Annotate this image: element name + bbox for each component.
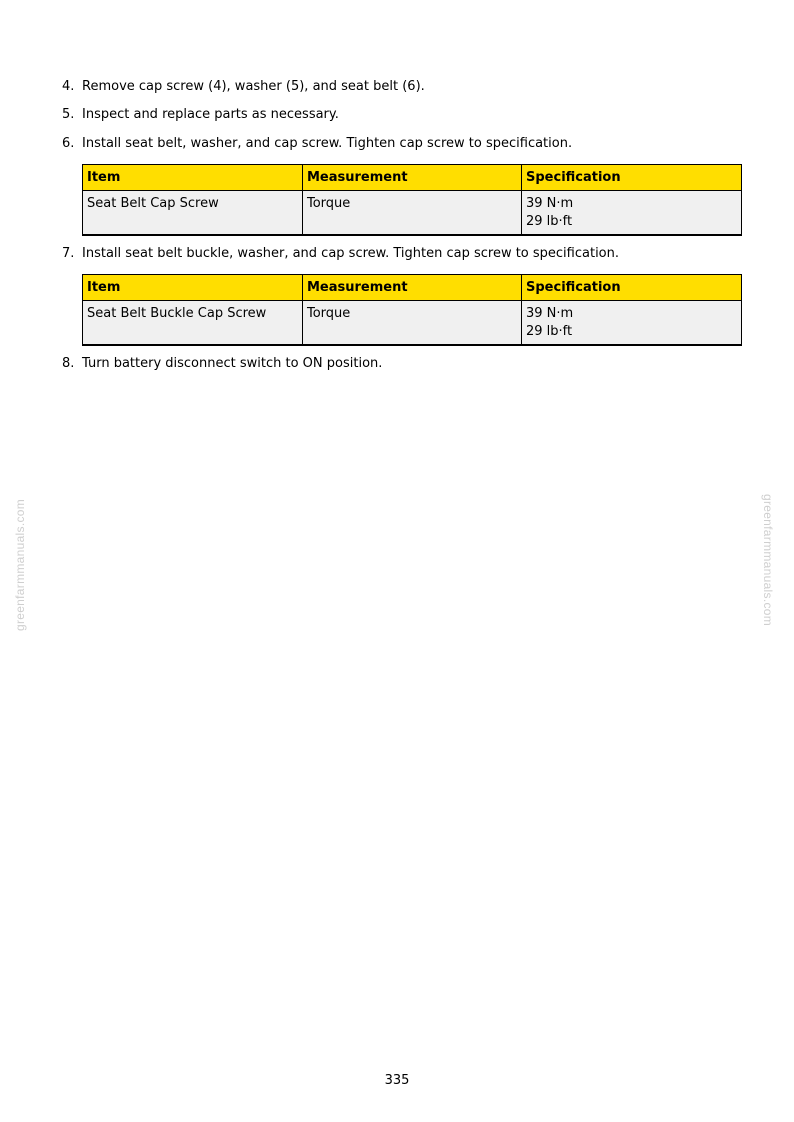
- step-number: 8.: [62, 356, 75, 371]
- header-item: Item: [83, 165, 303, 191]
- header-specification: Specification: [522, 165, 742, 191]
- cell-specification: [522, 191, 742, 236]
- page-number: 335: [384, 1073, 410, 1088]
- watermark-left: greenfarmmanuals.com: [13, 498, 27, 632]
- header-measurement: Measurement: [303, 165, 522, 191]
- table-header-row: [83, 275, 742, 301]
- step-8: [62, 355, 382, 373]
- step-number: 6.: [62, 136, 75, 151]
- spec-imperial: 29 lb·ft: [526, 214, 573, 229]
- spec-metric: 39 N·m: [526, 196, 574, 211]
- step-number: 7.: [62, 246, 75, 261]
- cell-measurement: Torque: [303, 301, 522, 346]
- cell-item: Seat Belt Buckle Cap Screw: [83, 301, 303, 346]
- cell-specification: [522, 301, 742, 346]
- step-5: [62, 106, 339, 124]
- table-row: [83, 191, 742, 236]
- step-text: Install seat belt buckle, washer, and cap screw. Tighten cap screw to specification.: [82, 246, 620, 261]
- spec-table-seat-belt: [82, 164, 742, 236]
- step-text: Turn battery disconnect switch to ON position.: [82, 356, 383, 371]
- spec-metric: 39 N·m: [526, 306, 574, 321]
- watermark-right: greenfarmmanuals.com: [761, 493, 775, 627]
- step-text: Inspect and replace parts as necessary.: [82, 107, 339, 122]
- step-number: 5.: [62, 107, 75, 122]
- step-4: [62, 78, 425, 96]
- header-specification: Specification: [522, 275, 742, 301]
- step-6: [62, 135, 572, 153]
- step-number: 4.: [62, 79, 75, 94]
- table-row: [83, 301, 742, 346]
- header-measurement: Measurement: [303, 275, 522, 301]
- header-item: Item: [83, 275, 303, 301]
- table-header-row: [83, 165, 742, 191]
- spec-imperial: 29 lb·ft: [526, 324, 573, 339]
- step-7: [62, 245, 619, 263]
- cell-item: Seat Belt Cap Screw: [83, 191, 303, 236]
- spec-table-seat-belt-buckle: [82, 274, 742, 346]
- cell-measurement: Torque: [303, 191, 522, 236]
- step-text: Remove cap screw (4), washer (5), and seat belt (6).: [82, 79, 425, 94]
- step-text: Install seat belt, washer, and cap screw. Tighten cap screw to specification.: [82, 136, 573, 151]
